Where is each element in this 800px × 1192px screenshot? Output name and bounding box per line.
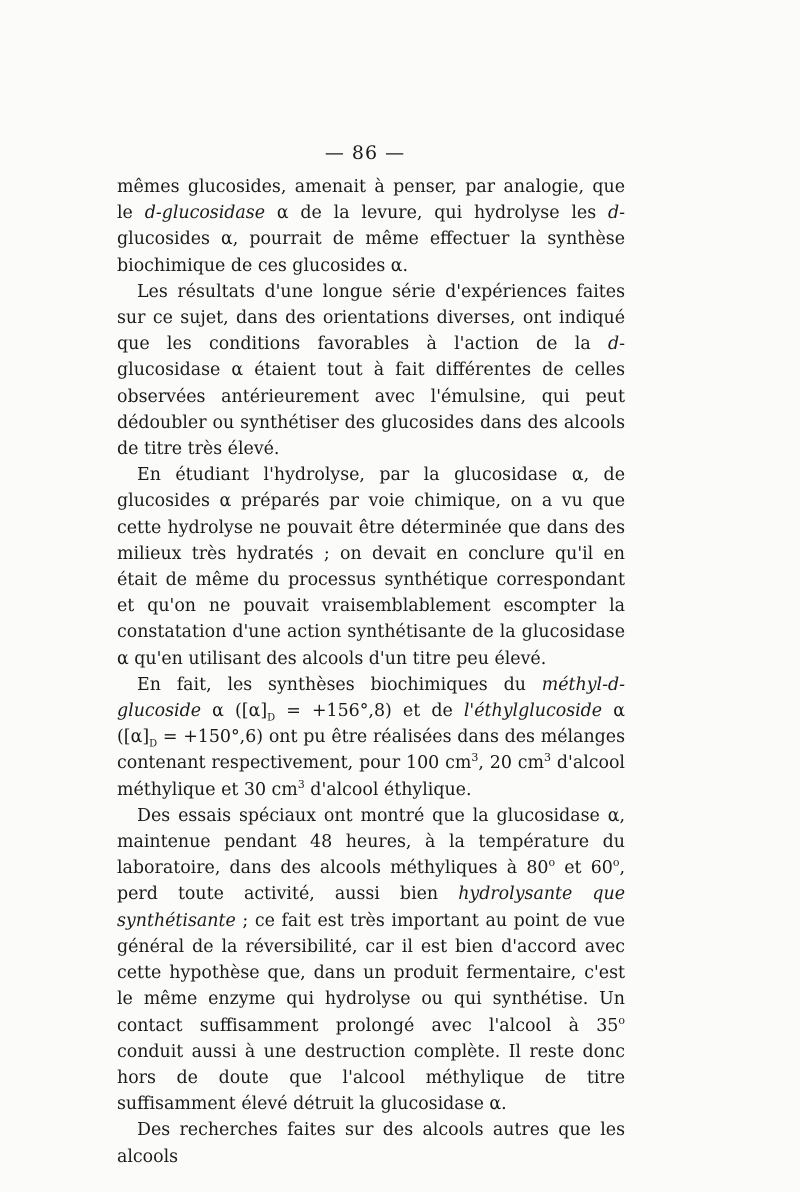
paragraph [117,462,625,672]
text-run: et 60 [555,858,613,879]
text-run: Des essais spéciaux ont montré que la glucosidase α, maintenue pendant 48 heures, à la température du laboratoire, dans des alcools méthyliques à 80 [117,805,625,879]
text-run: Des recherches faites sur des alcools autres que les alcools [117,1120,625,1167]
italic-text: méthyl-d-glucoside [117,674,625,722]
text-run: d'alcool éthylique. [304,779,472,800]
text-run: = +156°,8) et de [275,701,464,722]
text-run: ; ce fait est très important au point de vue général de la réversibilité, car il est bien d'accord avec cette hypothèse que, dans un produit fermentaire, c'est le même enzyme qui hydrolyse ou qui synthétise. Un contact suffisamment prolongé avec l'alcool à 35 [117,910,625,1036]
superscript: 3 [471,751,479,765]
italic-text: d-glucosidase [144,203,266,224]
text-run: mêmes glucosides, amenait à penser, par analogie, que le [117,177,625,224]
italic-text: d [607,203,620,224]
body-text [117,174,625,1170]
text-run: -glucosides α, pourrait de même effectuer la synthèse biochimique de ces glucosides α. [117,203,625,276]
text-run: conduit aussi à une destruction complète. Il reste donc hors de doute que l'alcool méthylique de titre suffisamment élevé détruit la glucosidase α. [117,1041,625,1115]
text-run: -glucosidase α étaient tout à fait différentes de celles observées antérieurement avec l'émulsine, qui peut dédoubler ou synthétiser des glucosides dans des alcools de titre très élevé. [117,334,625,460]
italic-text: hydrolysante que synthétisante [117,884,626,931]
subscript: D [149,738,158,750]
text-run: En étudiant l'hydrolyse, par la glucosidase α, de glucosides α préparés par voie chimique, on a vu que cette hydrolyse ne pouvait être déterminée que dans des milieux très hydratés ; on devait en conclure qu'il en était de même du processus synthétique correspondant et qu'on ne pouvait vraisemblablement escompter la constatation d'une action synthétisante de la glucosidase α qu'en utilisant des alcools d'un titre peu élevé. [117,465,625,669]
page-number: — 86 — [324,142,406,164]
superscript: 3 [297,777,305,791]
paragraph [117,279,625,462]
superscript: o [548,856,556,870]
text-run: d'alcool méthylique et 30 cm [117,753,625,800]
text-run: Les résultats d'une longue série d'expériences faites sur ce sujet, dans des orientations diverses, ont indiqué que les conditions favorables à l'action de la [117,281,625,355]
paragraph [117,174,625,279]
italic-text: l'éthylglucoside [463,701,603,722]
paragraph [117,672,625,803]
text-run: , 20 cm [478,753,545,774]
italic-text: d [607,334,620,355]
text-run: En fait, les synthèses biochimiques du [137,674,542,695]
paragraph [117,1117,625,1169]
text-run: α ([α] [117,701,625,748]
subscript: D [267,712,276,724]
text-run: α de la levure, qui hydrolyse les [265,203,608,224]
superscript: 3 [544,751,552,765]
text-run: α ([α] [201,701,268,722]
text-run: , perd toute activité, aussi bien [117,858,625,905]
superscript: o [618,1013,625,1027]
paragraph [117,803,625,1117]
text-run: = +150°,6) ont pu être réalisées dans des mélanges contenant respectivement, pour 100 cm [117,727,625,774]
superscript: o [612,856,620,870]
